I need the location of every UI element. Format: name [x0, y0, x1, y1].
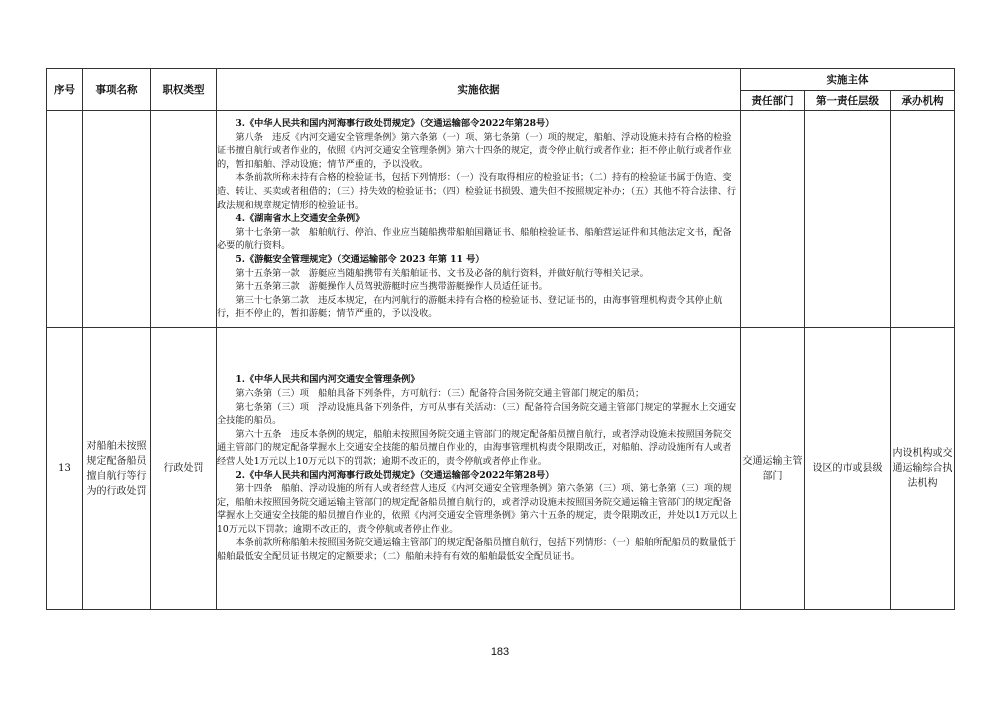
- cont-dept-cell: [741, 111, 805, 328]
- basis-paragraph: 第三十七条第二款 违反本规定，在内河航行的游艇未持有合格的检验证书、登记证书的，由海事管理机构责令其停止航行，拒不停止的，暂扣游艇；情节严重的，予以没收。: [217, 294, 723, 320]
- table-row-continuation: [47, 111, 955, 328]
- header-row-top: [47, 69, 955, 91]
- header-level: 第一责任层级: [805, 91, 891, 111]
- basis-paragraph: 本条前款所称船舶未按照国务院交通运输主管部门的规定配备船员擅自航行，包括下列情形：（一）船舶所配船员的数量低于船舶最低安全配员证书规定的定额要求；（二）船舶未持有有效的船舶最低安全配员证书。: [217, 537, 737, 563]
- basis-paragraph: 第八条 违反《内河交通安全管理条例》第六条第（一）项、第七条第（一）项的规定，船舶、浮动设施未持有合格的检验证书擅自航行或者作业的，依照《内河交通安全管理条例》第六十四条的规定，责令停止航行或者作业；拒不停止航行或者作业的，暂扣船舶、浮动设施；情节严重的，予以没收。: [217, 131, 732, 170]
- enforcement-table: [46, 68, 955, 610]
- cont-item-cell: [83, 111, 151, 328]
- row13-org: 内设机构或交通运输综合执法机构: [891, 328, 955, 610]
- basis-heading: 4.《湖南省水上交通安全条例》: [235, 213, 365, 225]
- basis-paragraph: 第十五条第三款 游艇操作人员驾驶游艇时应当携带游艇操作人员适任证书。: [235, 281, 548, 293]
- continuation-basis-cell: [217, 111, 741, 328]
- row13-dept: 交通运输主管部门: [741, 328, 805, 610]
- basis-heading: 5.《游艇安全管理规定》（交通运输部令 2023 年第 11 号）: [235, 253, 485, 265]
- basis-paragraph: 第六条第（三）项 船舶具备下列条件，方可航行：（三）配备符合国务院交通主管部门规定的船员；: [235, 387, 645, 399]
- header-org: 承办机构: [891, 91, 955, 111]
- basis-paragraph: 第十五条第一款 游艇应当随船携带有关船舶证书、文书及必备的航行资料，并做好航行等相关记录。: [235, 267, 649, 279]
- page-number: 183: [490, 646, 510, 658]
- cont-seq-cell: [47, 111, 83, 328]
- table-row-13: [47, 328, 955, 610]
- basis-heading: 2.《中华人民共和国内河海事行政处罚规定》（交通运输部令2022年第28号）: [235, 469, 555, 481]
- basis-paragraph: 第十四条 船舶、浮动设施的所有人或者经营人违反《内河交通安全管理条例》第六条第（三）项、第七条第（三）项的规定，船舶未按照国务院交通运输主管部门的规定配备船员擅自航行的，或者浮动设施未按照国务院交通运输主管部门的规定配备掌握水上交通安全技能的船员擅自作业的，依照《内河交通安全管理条例》第六十五条的规定，责令限期改正，并处以1万元以上10万元以下罚款；逾期不改正的，责令停航或者停止作业。: [217, 483, 738, 535]
- header-dept: 责任部门: [741, 91, 805, 111]
- basis-heading: 1.《中华人民共和国内河交通安全管理条例》: [235, 374, 420, 386]
- basis-paragraph: 本条前款所称未持有合格的检验证书，包括下列情形：（一）没有取得相应的检验证书；（二）持有的检验证书属于伪造、变造、转让、买卖或者租借的；（三）持失效的检验证书；（四）检验证书损毁、遗失但不按照规定补办；（五）其他不符合法律、行政法规和规章规定情形的检验证书。: [217, 172, 737, 211]
- row13-item-name: 对船舶未按照规定配备船员擅自航行等行为的行政处罚: [83, 328, 151, 610]
- header-basis: 实施依据: [217, 69, 741, 111]
- header-seq: 序号: [47, 69, 83, 111]
- cont-level-cell: [805, 111, 891, 328]
- basis-paragraph: 第七条第（三）项 浮动设施具备下列条件，方可从事有关活动：（三）配备符合国务院交通主管部门规定的掌握水上交通安全技能的船员。: [217, 401, 737, 427]
- row13-basis-cell: [217, 328, 741, 610]
- basis-heading: 3.《中华人民共和国内河海事行政处罚规定》（交通运输部令2022年第28号）: [235, 118, 555, 130]
- header-power-type: 职权类型: [151, 69, 217, 111]
- header-item-name: 事项名称: [83, 69, 151, 111]
- basis-paragraph: 第六十五条 违反本条例的规定，船舶未按照国务院交通主管部门的规定配备船员擅自航行，或者浮动设施未按照国务院交通主管部门的规定配备掌握水上交通安全技能的船员擅自作业的，由海事管理机构责令限期改正，对船舶、浮动设施所有人或者经营人处1万元以上10万元以下的罚款；逾期不改正的，责令停航或者停止作业。: [217, 428, 732, 467]
- row13-level: 设区的市或县级: [805, 328, 891, 610]
- cont-type-cell: [151, 111, 217, 328]
- header-subject: 实施主体: [741, 69, 955, 91]
- row13-power-type: 行政处罚: [151, 328, 217, 610]
- basis-paragraph: 第十七条第一款 船舶航行、停泊、作业应当随船携带船舶国籍证书、船舶检验证书、船舶营运证件和其他法定文书，配备必要的航行资料。: [217, 226, 732, 252]
- row13-seq: 13: [47, 328, 83, 610]
- cont-org-cell: [891, 111, 955, 328]
